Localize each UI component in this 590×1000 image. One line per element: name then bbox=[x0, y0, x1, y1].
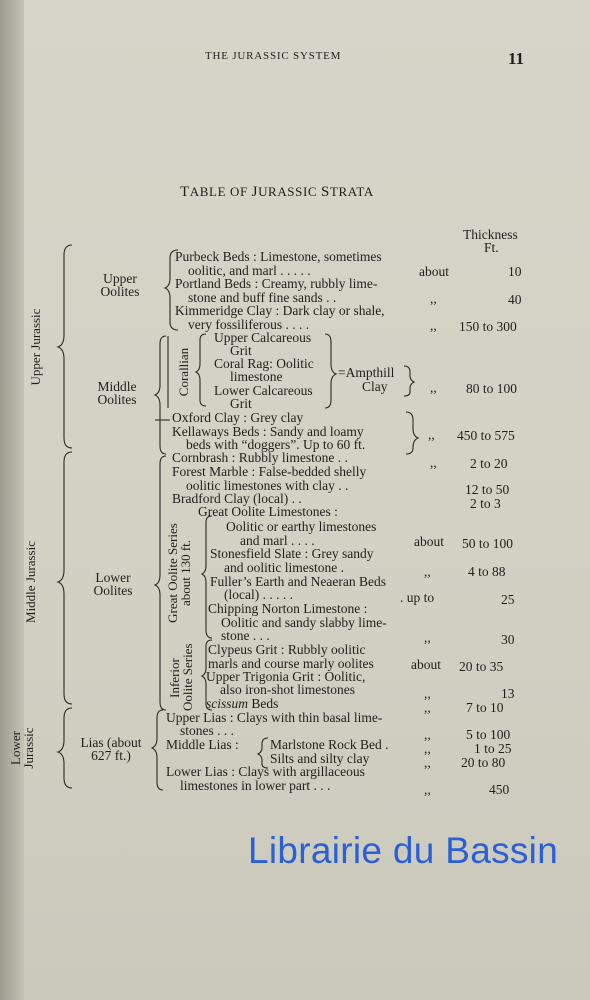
entry-marlstone-rock-bed: Marlstone Rock Bed . bbox=[270, 737, 389, 752]
division-upper-jurassic: Upper Jurassic bbox=[28, 308, 43, 386]
thickness-ampthill: 80 to 100 bbox=[466, 381, 518, 396]
qualifier-silts: ,, bbox=[424, 755, 431, 770]
thickness-purbeck: 10 bbox=[508, 264, 522, 279]
entry-lower-calcareous-2: Grit bbox=[230, 396, 252, 411]
entry-stonesfield-2: and oolitic limestone . bbox=[224, 560, 344, 575]
group-corallian: Corallian bbox=[176, 347, 191, 397]
thickness-fullers: 25 bbox=[501, 592, 515, 607]
entry-coral-rag-1: Coral Rag: Oolitic bbox=[214, 356, 314, 371]
thickness-stonesfield: 4 to 88 bbox=[468, 564, 506, 579]
entry-kellaways-2: beds with “doggers”. Up to 60 ft. bbox=[186, 437, 366, 452]
thickness-chipping: 30 bbox=[501, 632, 515, 647]
entry-scissum-beds: scissum Beds bbox=[206, 696, 279, 711]
thickness-lower-lias: 450 bbox=[489, 782, 510, 797]
qualifier-kellaways: ,, bbox=[428, 427, 435, 442]
entry-stonesfield-1: Stonesfield Slate : Grey sandy bbox=[210, 546, 374, 561]
thickness-kellaways: 450 to 575 bbox=[457, 428, 515, 443]
division-lower-jurassic: Lower Jurassic bbox=[8, 727, 36, 769]
entry-oolitic-earthy-1: Oolitic or earthy limestones bbox=[226, 519, 377, 534]
thickness-header: Thickness bbox=[463, 227, 518, 242]
thickness-upper-lias: 5 to 100 bbox=[466, 727, 511, 742]
qualifier-upper-lias: ,, bbox=[424, 727, 431, 742]
running-title: THE JURASSIC SYSTEM bbox=[205, 50, 342, 62]
thickness-marlstone: 1 to 25 bbox=[474, 741, 512, 756]
qualifier-kimmeridge: ,, bbox=[430, 318, 437, 333]
entry-purbeck-2: oolitic, and marl . . . . . bbox=[188, 263, 311, 278]
entry-upper-calcareous-1: Upper Calcareous bbox=[214, 330, 312, 345]
group-lower-oolites: Lower Oolites bbox=[93, 570, 133, 598]
thickness-unit: Ft. bbox=[484, 240, 499, 255]
entry-upper-lias-2: stones . . . bbox=[180, 723, 234, 738]
entry-clypeus-grit-1: Clypeus Grit : Rubbly oolitic bbox=[208, 642, 366, 657]
entry-forest-marble-2: oolitic limestones with clay . . bbox=[186, 478, 349, 493]
qualifier-trigonia: ,, bbox=[424, 686, 431, 701]
entry-bradford-clay: Bradford Clay (local) . . bbox=[172, 491, 302, 506]
entry-oolitic-earthy-2: and marl . . . . bbox=[240, 533, 315, 548]
entry-oxford-clay: Oxford Clay : Grey clay bbox=[172, 410, 304, 425]
entry-trigonia-grit-1: Upper Trigonia Grit : Oolitic, bbox=[206, 669, 366, 684]
entry-chipping-norton-1: Chipping Norton Limestone : bbox=[208, 601, 368, 616]
group-inferior-oolite-series: Inferior Oolite Series bbox=[167, 643, 195, 711]
division-middle-jurassic: Middle Jurassic bbox=[23, 541, 38, 623]
entry-coral-rag-2: limestone bbox=[230, 369, 283, 384]
qualifier-oolitic-earthy: about bbox=[414, 534, 444, 549]
qualifier-lower-lias: ,, bbox=[424, 782, 431, 797]
entry-lower-calcareous-1: Lower Calcareous bbox=[214, 383, 313, 398]
entry-cornbrash: Cornbrash : Rubbly limestone . . bbox=[172, 450, 348, 465]
entry-ampthill-1: =Ampthill bbox=[338, 365, 395, 380]
thickness-kimmeridge: 150 to 300 bbox=[459, 319, 517, 334]
entry-chipping-norton-3: stone . . . bbox=[221, 628, 270, 643]
entry-upper-lias-1: Upper Lias : Clays with thin basal lime- bbox=[166, 710, 383, 725]
entry-chipping-norton-2: Oolitic and sandy slabby lime- bbox=[221, 615, 387, 630]
thickness-trigonia: 13 bbox=[501, 686, 515, 701]
seller-watermark: Librairie du Bassin bbox=[248, 830, 559, 871]
group-middle-oolites: Middle Oolites bbox=[97, 379, 137, 407]
entry-portland-2: stone and buff fine sands . . bbox=[188, 290, 337, 305]
group-lias: Lias (about 627 ft.) bbox=[80, 735, 142, 763]
entry-portland-1: Portland Beds : Creamy, rubbly lime- bbox=[175, 276, 378, 291]
entry-kimmeridge-2: very fossiliferous . . . . bbox=[188, 317, 310, 332]
entry-middle-lias: Middle Lias : bbox=[166, 737, 239, 752]
qualifier-purbeck: about bbox=[419, 264, 449, 279]
entry-lower-lias-1: Lower Lias : Clays with argillaceous bbox=[166, 764, 365, 779]
entry-fullers-earth-1: Fuller’s Earth and Neaeran Beds bbox=[210, 574, 386, 589]
thickness-oolitic-earthy: 50 to 100 bbox=[462, 536, 514, 551]
qualifier-cornbrash: ,, bbox=[430, 455, 437, 470]
entry-clypeus-grit-2: marls and course marly oolites bbox=[208, 656, 374, 671]
thickness-forest-marble: 12 to 50 bbox=[465, 482, 510, 497]
entry-forest-marble-1: Forest Marble : False-bedded shelly bbox=[172, 464, 367, 479]
qualifier-fullers: . up to bbox=[400, 590, 435, 605]
entry-kellaways-1: Kellaways Beds : Sandy and loamy bbox=[172, 424, 364, 439]
table-title: TABLE OF JURASSIC STRATA bbox=[180, 184, 374, 200]
entry-silts-silty-clay: Silts and silty clay bbox=[270, 751, 370, 766]
entry-upper-calcareous-2: Grit bbox=[230, 343, 252, 358]
entry-fullers-earth-2: (local) . . . . . bbox=[224, 587, 293, 602]
qualifier-chipping: ,, bbox=[424, 630, 431, 645]
entry-trigonia-grit-2: also iron-shot limestones bbox=[220, 682, 355, 697]
group-great-oolite-series: Great Oolite Series about 130 ft. bbox=[165, 523, 193, 623]
thickness-clypeus: 20 to 35 bbox=[459, 659, 504, 674]
qualifier-clypeus: about bbox=[411, 657, 441, 672]
qualifier-stonesfield: ,, bbox=[424, 564, 431, 579]
entry-lower-lias-2: limestones in lower part . . . bbox=[180, 778, 331, 793]
thickness-bradford: 2 to 3 bbox=[470, 496, 501, 511]
entry-great-oolite-limestones: Great Oolite Limestones : bbox=[198, 504, 338, 519]
qualifier-scissum: ,, bbox=[424, 700, 431, 715]
entry-ampthill-2: Clay bbox=[362, 379, 388, 394]
thickness-cornbrash: 2 to 20 bbox=[470, 456, 508, 471]
thickness-portland: 40 bbox=[508, 292, 522, 307]
page-number: 11 bbox=[508, 49, 525, 68]
thickness-scissum: 7 to 10 bbox=[466, 700, 504, 715]
qualifier-ampthill: ,, bbox=[430, 380, 437, 395]
qualifier-portland: ,, bbox=[430, 291, 437, 306]
group-upper-oolites: Upper Oolites bbox=[100, 271, 140, 299]
qualifier-marlstone: ,, bbox=[424, 741, 431, 756]
entry-purbeck-1: Purbeck Beds : Limestone, sometimes bbox=[175, 249, 382, 264]
entry-kimmeridge-1: Kimmeridge Clay : Dark clay or shale, bbox=[175, 303, 385, 318]
thickness-silts: 20 to 80 bbox=[461, 755, 506, 770]
